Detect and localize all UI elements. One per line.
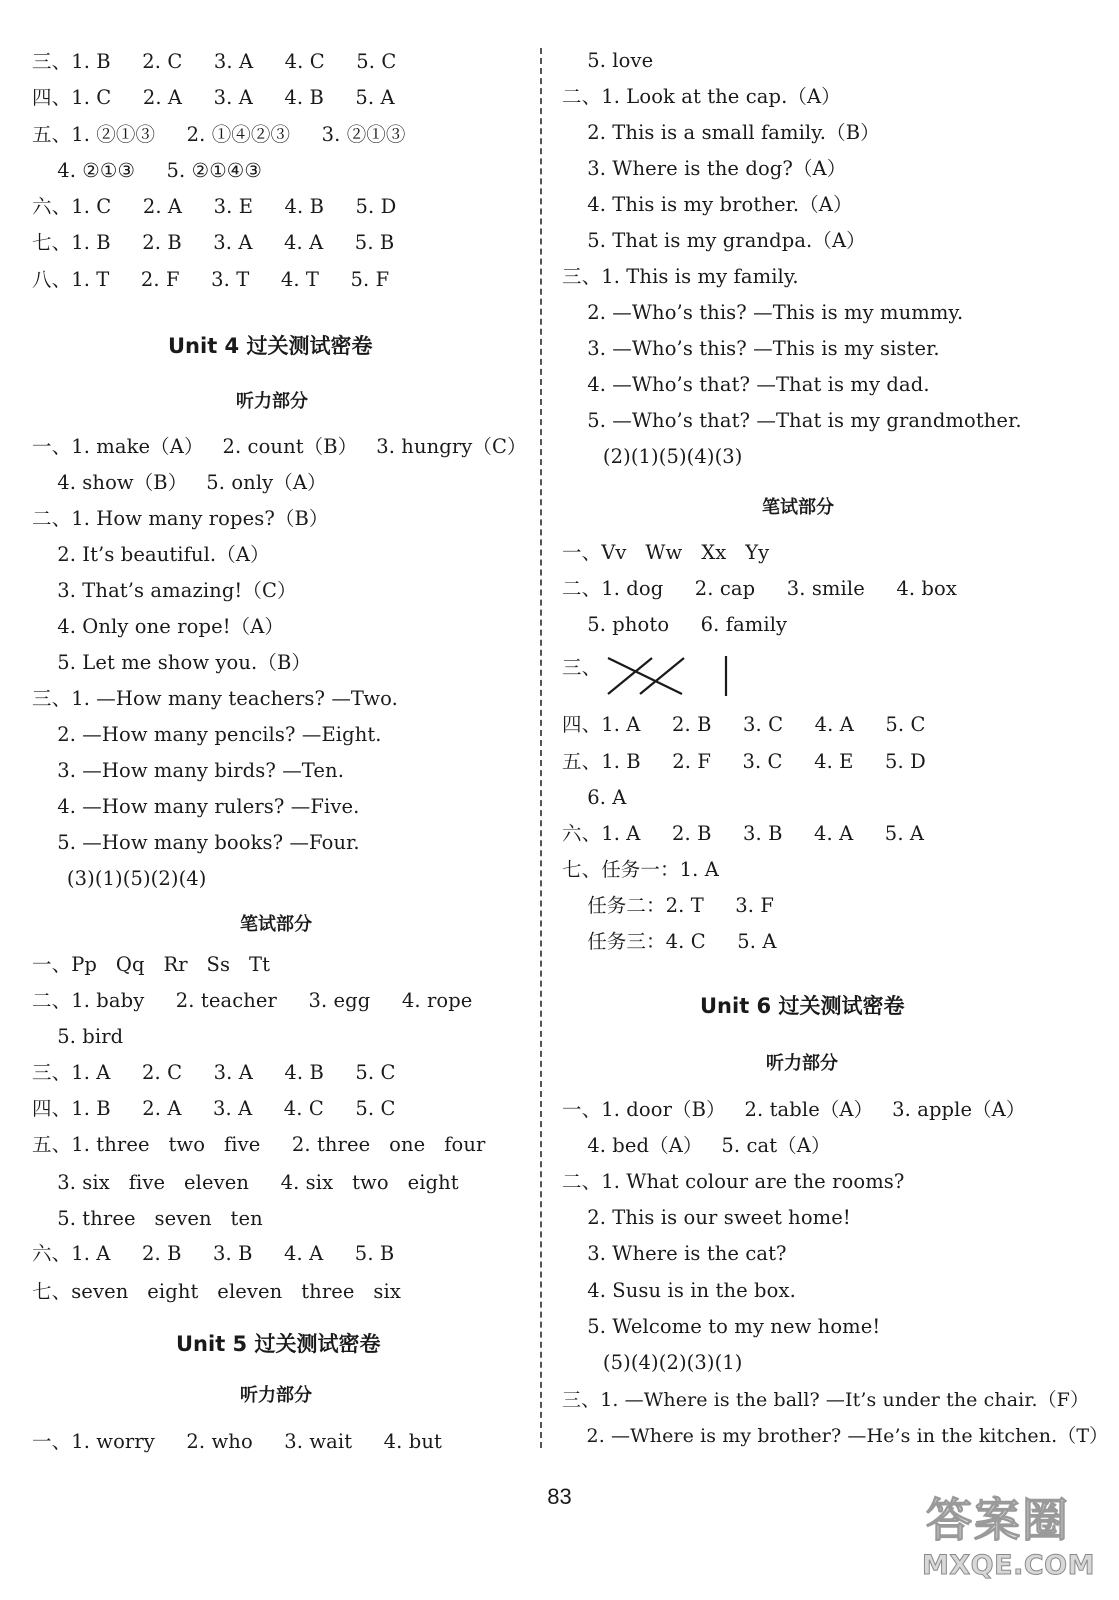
answer-line: 二、1. Look at the cap.（A）	[562, 85, 841, 108]
answer-line: 5. love	[562, 49, 654, 72]
answer-line: 一、Vv Ww Xx Yy	[562, 541, 770, 564]
answer-line: 4. Susu is in the box.	[562, 1279, 796, 1302]
answer-line: 任务三：4. C 5. A	[562, 930, 777, 953]
match-prefix: 三、	[562, 656, 602, 679]
unit5-title: Unit 5 过关测试密卷	[176, 1332, 381, 1356]
answer-line: 2. It’s beautiful.（A）	[32, 543, 270, 566]
answer-line: 二、1. How many ropes?（B）	[32, 507, 329, 530]
answer-line: 3. Where is the dog?（A）	[562, 157, 847, 180]
answer-line: 五、1. B 2. F 3. C 4. E 5. D	[562, 750, 926, 773]
answer-line: 四、1. A 2. B 3. C 4. A 5. C	[562, 713, 926, 736]
answer-line: 八、1. T 2. F 3. T 4. T 5. F	[32, 268, 390, 291]
answer-line: 三、1. —Where is the ball? —It’s under the chair.（F）	[562, 1389, 1090, 1411]
answer-line: 2. This is a small family.（B）	[562, 121, 880, 144]
unit4-title: Unit 4 过关测试密卷	[168, 334, 373, 358]
answer-line: 三、1. A 2. C 3. A 4. B 5. C	[32, 1061, 396, 1084]
answer-line: 一、1. make（A） 2. count（B） 3. hungry（C）	[32, 435, 527, 458]
answer-line: 3. That’s amazing!（C）	[32, 579, 297, 602]
answer-line: 5. Welcome to my new home!	[562, 1315, 881, 1338]
answer-line: 五、1. ②①③ 2. ①④②③ 3. ②①③	[32, 123, 406, 146]
answer-line: 3. six five eleven 4. six two eight	[32, 1171, 459, 1194]
answer-line: 七、任务一：1. A	[562, 858, 719, 881]
answer-line: 三、1. B 2. C 3. A 4. C 5. C	[32, 50, 397, 73]
answer-line: 5. That is my grandpa.（A）	[562, 229, 866, 252]
answer-line: (3)(1)(5)(2)(4)	[48, 867, 207, 890]
watermark-top-text: 答案圈	[926, 1493, 1070, 1547]
answer-line: 三、1. This is my family.	[562, 265, 799, 288]
answer-line: 五、1. three two five 2. three one four	[32, 1133, 486, 1156]
answer-line: 七、1. B 2. B 3. A 4. A 5. B	[32, 231, 395, 254]
answer-line: 4. bed（A） 5. cat（A）	[562, 1134, 831, 1157]
answer-line: 4. ②①③ 5. ②①④③	[32, 159, 262, 182]
answer-line: 3. —Who’s this? —This is my sister.	[562, 337, 940, 360]
answer-line: (2)(1)(5)(4)(3)	[584, 445, 743, 468]
answer-line: 二、1. dog 2. cap 3. smile 4. box	[562, 577, 957, 600]
answer-line: 4. —Who’s that? —That is my dad.	[562, 373, 930, 396]
watermark-logo	[920, 1484, 1115, 1596]
answer-line: 六、1. A 2. B 3. B 4. A 5. B	[32, 1242, 395, 1265]
watermark-bottom-text: MXQE.COM	[922, 1550, 1095, 1581]
answer-line: 任务二：2. T 3. F	[562, 894, 775, 917]
answer-line: 6. A	[562, 786, 627, 809]
answer-line: 2. —How many pencils? —Eight.	[32, 723, 382, 746]
answer-line: 5. —Who’s that? —That is my grandmother.	[562, 409, 1022, 432]
answer-line: 一、1. worry 2. who 3. wait 4. but	[32, 1430, 442, 1453]
matching-lines-diagram	[604, 652, 744, 698]
answer-line: 一、Pp Qq Rr Ss Tt	[32, 953, 271, 976]
column-divider	[540, 48, 542, 1448]
answer-line: 3. Where is the cat?	[562, 1242, 787, 1265]
answer-line: 4. show（B） 5. only（A）	[32, 471, 327, 494]
answer-line: 5. —How many books? —Four.	[32, 831, 360, 854]
answer-line: 2. —Who’s this? —This is my mummy.	[562, 301, 964, 324]
answer-line: 四、1. C 2. A 3. A 4. B 5. A	[32, 86, 395, 109]
answer-line: 2. —Where is my brother? —He’s in the kitchen.（T）	[562, 1425, 1109, 1447]
answer-line: 2. This is our sweet home!	[562, 1206, 851, 1229]
unit5-listening-heading: 听力部分	[240, 1385, 312, 1406]
answer-line: 一、1. door（B） 2. table（A） 3. apple（A）	[562, 1098, 1026, 1121]
unit6-listening-heading: 听力部分	[766, 1053, 838, 1074]
answer-line: 5. Let me show you.（B）	[32, 651, 311, 674]
answer-line: 六、1. C 2. A 3. E 4. B 5. D	[32, 195, 397, 218]
answer-line: 5. bird	[32, 1025, 124, 1048]
answer-line: 5. photo 6. family	[562, 613, 788, 636]
answer-line: 六、1. A 2. B 3. B 4. A 5. A	[562, 822, 925, 845]
unit4-listening-heading: 听力部分	[236, 391, 308, 412]
answer-line: 5. three seven ten	[32, 1207, 263, 1230]
answer-line: (5)(4)(2)(3)(1)	[584, 1351, 743, 1374]
unit5-writing-heading: 笔试部分	[762, 497, 834, 518]
answer-line: 4. This is my brother.（A）	[562, 193, 853, 216]
answer-line: 三、1. —How many teachers? —Two.	[32, 687, 398, 710]
answer-line: 二、1. What colour are the rooms?	[562, 1170, 905, 1193]
answer-line: 二、1. baby 2. teacher 3. egg 4. rope	[32, 989, 473, 1012]
answer-line: 七、seven eight eleven three six	[32, 1280, 401, 1303]
page-number: 83	[547, 1484, 572, 1509]
unit4-writing-heading: 笔试部分	[240, 914, 312, 935]
answer-line: 四、1. B 2. A 3. A 4. C 5. C	[32, 1097, 396, 1120]
answer-line: 3. —How many birds? —Ten.	[32, 759, 344, 782]
answer-line: 4. Only one rope!（A）	[32, 615, 285, 638]
unit6-title: Unit 6 过关测试密卷	[700, 994, 905, 1018]
answer-line: 4. —How many rulers? —Five.	[32, 795, 360, 818]
